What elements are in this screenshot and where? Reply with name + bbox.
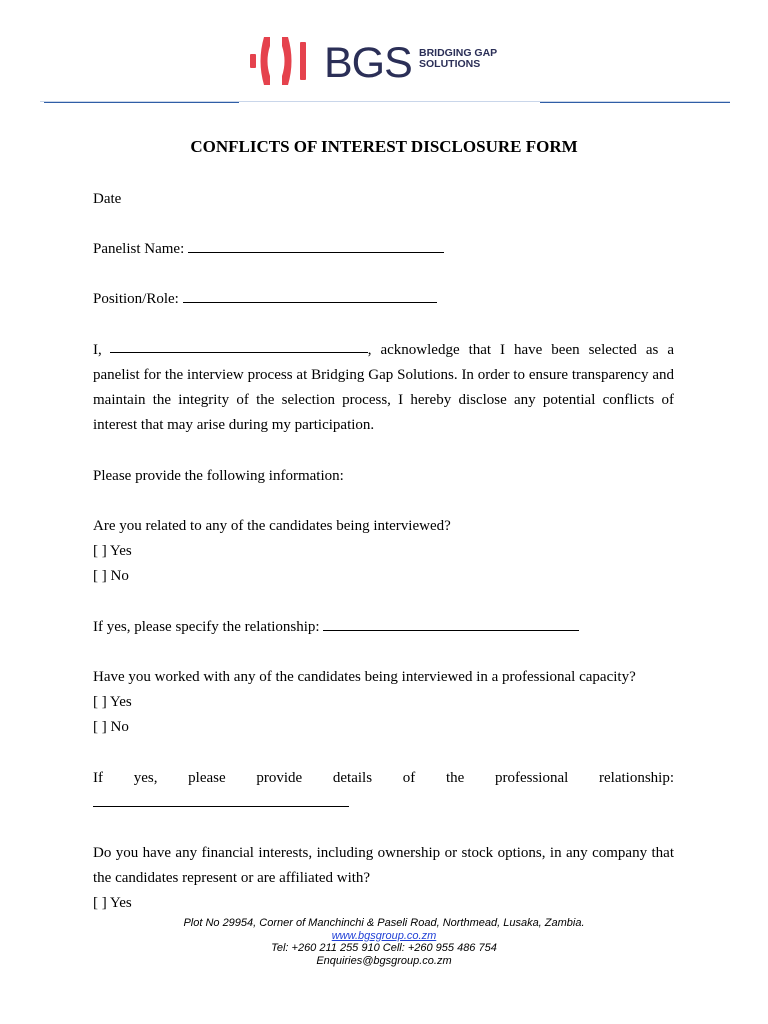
header-divider-accent-right — [540, 102, 730, 103]
panelist-name-row — [93, 237, 674, 262]
relationship-field[interactable] — [323, 616, 579, 631]
bgs-mark-icon — [248, 34, 318, 88]
footer-website-link[interactable]: www.bgsgroup.co.zm — [331, 929, 437, 942]
ack-rest-line1: , acknowledge that I have been selected as a — [367, 342, 674, 358]
details-word: relationship: — [599, 770, 674, 786]
panelist-name-field[interactable] — [188, 238, 444, 253]
professional-details-prompt — [93, 766, 674, 791]
professional-details-field[interactable] — [93, 792, 349, 807]
question-related: Are you related to any of the candidates being interviewed? — [93, 518, 451, 534]
financial-yes-checkbox[interactable]: [ ] Yes — [93, 895, 132, 911]
worked-no-checkbox[interactable]: [ ] No — [93, 719, 129, 735]
position-label: Position/Role: — [93, 291, 179, 307]
question-worked-with: Have you worked with any of the candidates being interviewed in a professional capacity? — [93, 669, 636, 685]
logo-tagline-line1: BRIDGING GAP — [419, 47, 498, 59]
date-label: Date — [93, 191, 122, 207]
details-word: the — [445, 770, 465, 786]
acknowledger-name-field[interactable] — [110, 338, 368, 353]
logo-tagline-line2: SOLUTIONS — [419, 58, 481, 70]
header-divider-accent-left — [44, 102, 239, 103]
footer-email[interactable]: Enquiries@bgsgroup.co.zm — [316, 954, 452, 967]
position-row — [93, 287, 674, 312]
ack-start: I, — [93, 342, 102, 358]
position-field[interactable] — [183, 288, 437, 303]
details-word: professional — [494, 770, 569, 786]
details-word: yes, — [133, 770, 158, 786]
details-word: of — [402, 770, 416, 786]
acknowledgement-body: panelist for the interview process at Bridging Gap Solutions. In order to ensure transparency and maintain the integrity of the selection process, I hereby disclose any potential conflicts of interest that may arise during my participation. — [93, 367, 674, 433]
related-yes-checkbox[interactable]: [ ] Yes — [93, 543, 132, 559]
relationship-label: If yes, please specify the relationship: — [93, 619, 320, 635]
form-title: CONFLICTS OF INTEREST DISCLOSURE FORM — [190, 137, 578, 156]
footer-phones: Tel: +260 211 255 910 Cell: +260 955 486 754 — [271, 942, 497, 954]
related-no-checkbox[interactable]: [ ] No — [93, 568, 129, 584]
details-word: provide — [256, 770, 303, 786]
page-footer — [0, 917, 768, 967]
details-word: please — [188, 770, 226, 786]
professional-details-row — [93, 791, 674, 816]
logo-tagline — [419, 48, 539, 70]
panelist-name-label: Panelist Name: — [93, 241, 185, 257]
details-word: If — [93, 770, 103, 786]
footer-address: Plot No 29954, Corner of Manchinchi & Paseli Road, Northmead, Lusaka, Zambia. — [183, 917, 585, 929]
worked-yes-checkbox[interactable]: [ ] Yes — [93, 694, 132, 710]
acknowledgement-first-line — [93, 338, 674, 363]
relationship-row — [93, 615, 674, 640]
details-word: details — [332, 770, 373, 786]
question-financial-interests: Do you have any financial interests, including ownership or stock options, in any company that the candidates represent or are affiliated with? — [93, 845, 674, 886]
logo-wordmark: BGS — [324, 39, 412, 87]
provide-info-text: Please provide the following information: — [93, 468, 344, 484]
